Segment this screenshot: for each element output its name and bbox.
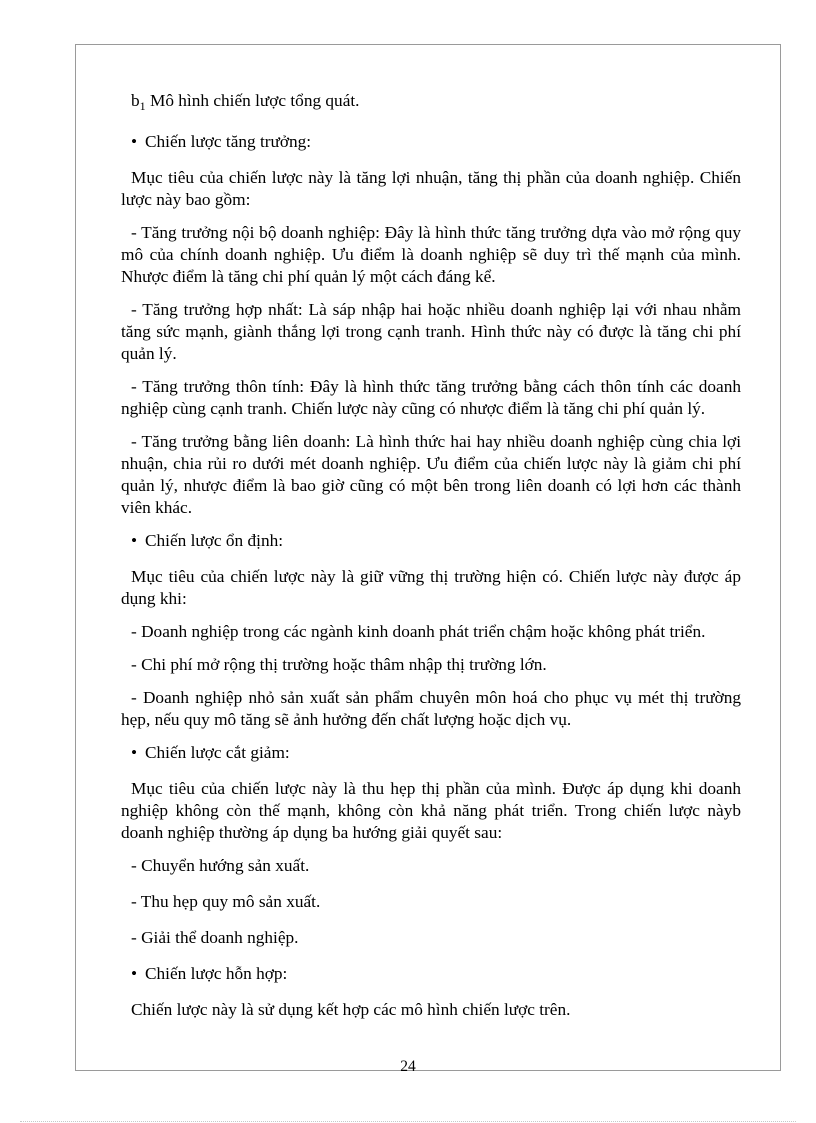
reduce-item-dissolve: - Giải thể doanh nghiệp. [131, 928, 299, 947]
stable-intro: Mục tiêu của chiến lược này là giữ vững thị trường hiện có. Chiến lược này được áp dụng khi: [121, 567, 741, 608]
reduce-title: Chiến lược cắt giảm: [145, 743, 290, 762]
growth-intro: Mục tiêu của chiến lược này là tăng lợi nhuận, tăng thị phần của doanh nghiệp. Chiến lược này bao gồm: [121, 168, 741, 209]
stable-title: Chiến lược ổn định: [145, 531, 284, 550]
mixed-title: Chiến lược hỗn hợp: [145, 964, 288, 983]
heading-subscript: 1 [139, 99, 146, 113]
bullet-icon: • [131, 964, 138, 983]
bullet-icon: • [131, 743, 138, 762]
page-bottom-divider [20, 1121, 796, 1122]
bullet-growth-title [131, 131, 741, 153]
document-body [121, 90, 741, 1032]
reduce-intro: Mục tiêu của chiến lược này là thu hẹp thị phần của mình. Được áp dụng khi doanh nghiệp không còn thế mạnh, không còn khả năng phát triển. Trong chiến lược nàyb doanh nghiệp thường áp dụng ba hướng giải quyết sau: [121, 779, 741, 842]
bullet-reduce-title [131, 742, 741, 764]
heading-text: Mô hình chiến lược tổng quát. [145, 91, 360, 110]
growth-item-acquisition: - Tăng trưởng thôn tính: Đây là hình thức tăng trưởng bằng cách thôn tính các doanh nghiệp cùng cạnh tranh. Chiến lược này cũng có nhược điểm là tăng chi phí quản lý. [121, 377, 741, 418]
growth-title: Chiến lược tăng trưởng: [145, 132, 312, 151]
reduce-item-redirect: - Chuyển hướng sản xuất. [131, 856, 310, 875]
bullet-icon: • [131, 531, 138, 550]
section-heading [131, 90, 741, 117]
growth-item-merger: - Tăng trưởng hợp nhất: Là sáp nhập hai hoặc nhiều doanh nghiệp lại với nhau nhằm tăng sức mạnh, giành thắng lợi trong cạnh tranh. Hình thức này có được là tăng chi phí quản lý. [121, 300, 741, 363]
stable-item-slow-industry: - Doanh nghiệp trong các ngành kinh doanh phát triển chậm hoặc không phát triển. [131, 622, 706, 641]
mixed-intro: Chiến lược này là sử dụng kết hợp các mô hình chiến lược trên. [131, 1000, 571, 1019]
stable-item-small-business: - Doanh nghiệp nhỏ sản xuất sản phẩm chuyên môn hoá cho phục vụ mét thị trường hẹp, nếu quy mô tăng sẽ ảnh hưởng đến chất lượng hoặc dịch vụ. [121, 688, 741, 729]
growth-item-internal: - Tăng trưởng nội bộ doanh nghiệp: Đây là hình thức tăng trưởng dựa vào mở rộng quy mô của chính doanh nghiệp. Ưu điểm là doanh nghiệp sẽ duy trì thế mạnh của mình. Nhược điểm là tăng chi phí quản lý một cách đáng kể. [121, 223, 741, 286]
page-number: 24 [400, 1058, 416, 1075]
reduce-item-shrink: - Thu hẹp quy mô sản xuất. [131, 892, 321, 911]
growth-item-joint-venture: - Tăng trưởng bằng liên doanh: Là hình thức hai hay nhiều doanh nghiệp cùng chia lợi nhuận, chia rủi ro dưới mét doanh nghiệp. Ưu điểm của chiến lược này là giảm chi phí quản lý, nhược điểm là bao giờ cũng có một bên trong liên doanh có lợi hơn các thành viên khác. [121, 432, 741, 517]
stable-item-market-cost: - Chi phí mở rộng thị trường hoặc thâm nhập thị trường lớn. [131, 655, 547, 674]
bullet-mixed-title [131, 963, 741, 985]
bullet-icon: • [131, 132, 138, 151]
heading-prefix: b [131, 91, 140, 110]
bullet-stable-title [131, 530, 741, 552]
